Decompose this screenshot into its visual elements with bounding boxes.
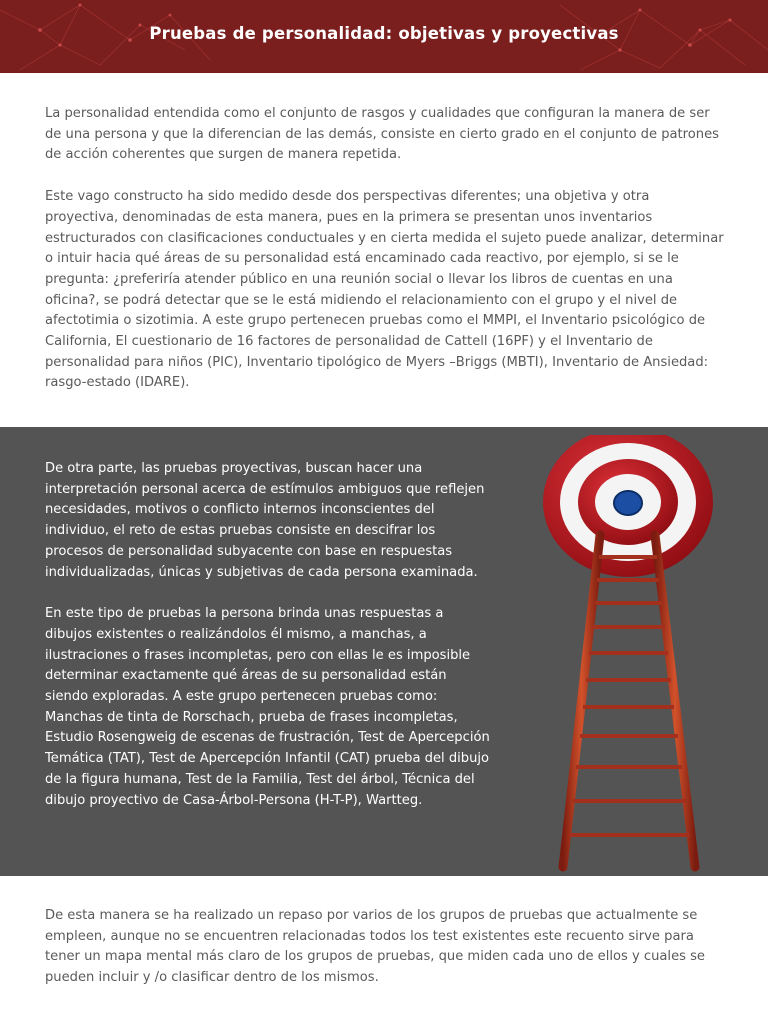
conclusion-section	[45, 906, 725, 989]
page-header	[0, 0, 768, 73]
intro-section	[45, 104, 725, 394]
intro-paragraph: Este vago constructo ha sido medido desde dos perspectivas diferentes; una objetiva y otra proyectiva, denominadas de esta manera, pues en la primera se presentan unos inventarios estructurados con clasificaciones conductuales y en cierta medida el sujeto puede analizar, determinar o intuir hacia qué áreas de su personalidad está encaminado cada reactivo, por ejemplo, si se le pregunta: ¿preferiría atender público en una reunión social o llevar los libros de cuentas en una oficina?, se podrá detectar que se le está midiendo el relacionamiento con el grupo y el nivel de afectotimia o sizotimia. A este grupo pertenecen pruebas como el MMPI, el Inventario psicológico de California, El cuestionario de 16 factores de personalidad de Cattell (16PF) y el Inventario de personalidad para niños (PIC), Inventario tipológico de Myers –Briggs (MBTI), Inventario de Ansiedad: rasgo-estado (IDARE).	[45, 189, 724, 391]
intro-paragraph: La personalidad entendida como el conjunto de rasgos y cualidades que configuran la manera de ser de una persona y que la diferencian de las demás, consiste en cierto grado en el conjunto de patrones de acción coherentes que surgen de manera repetida.	[45, 106, 719, 163]
projective-text	[45, 459, 490, 811]
target-with-ladder-icon	[538, 435, 728, 875]
conclusion-paragraph: De esta manera se ha realizado un repaso por varios de los grupos de pruebas que actualmente se empleen, aunque no se encuentren relacionadas todos los test existentes este recuento sirve para tener un mapa mental más claro de los grupos de pruebas, que miden cada uno de ellos y cuales se pueden incluir y /o clasificar dentro de los mismos.	[45, 908, 705, 986]
projective-section	[0, 427, 768, 876]
projective-paragraph: De otra parte, las pruebas proyectivas, buscan hacer una interpretación personal acerca de estímulos ambiguos que reflejen necesidades, motivos o conflicto internos inconscientes del individuo, el reto de estas pruebas consiste en descifrar los procesos de personalidad subyacente con base en respuestas individualizadas, únicas y subjetivas de cada persona examinada.	[45, 461, 485, 580]
projective-paragraph: En este tipo de pruebas la persona brinda unas respuestas a dibujos existentes o realizándolos él mismo, a manchas, a ilustraciones o frases incompletas, pero con ellas le es imposible determinar exactamente qué áreas de su personalidad están siendo exploradas. A este grupo pertenecen pruebas como: Manchas de tinta de Rorschach, prueba de frases incompletas, Estudio Rosengweig de escenas de frustración, Test de Apercepción Temática (TAT), Test de Apercepción Infantil (CAT) prueba del dibujo de la figura humana, Test de la Familia, Test del árbol, Técnica del dibujo proyectivo de Casa-Árbol-Persona (H-T-P), Wartteg.	[45, 606, 490, 808]
ladder	[563, 535, 695, 867]
page-title: Pruebas de personalidad: objetivas y proyectivas	[149, 24, 619, 43]
